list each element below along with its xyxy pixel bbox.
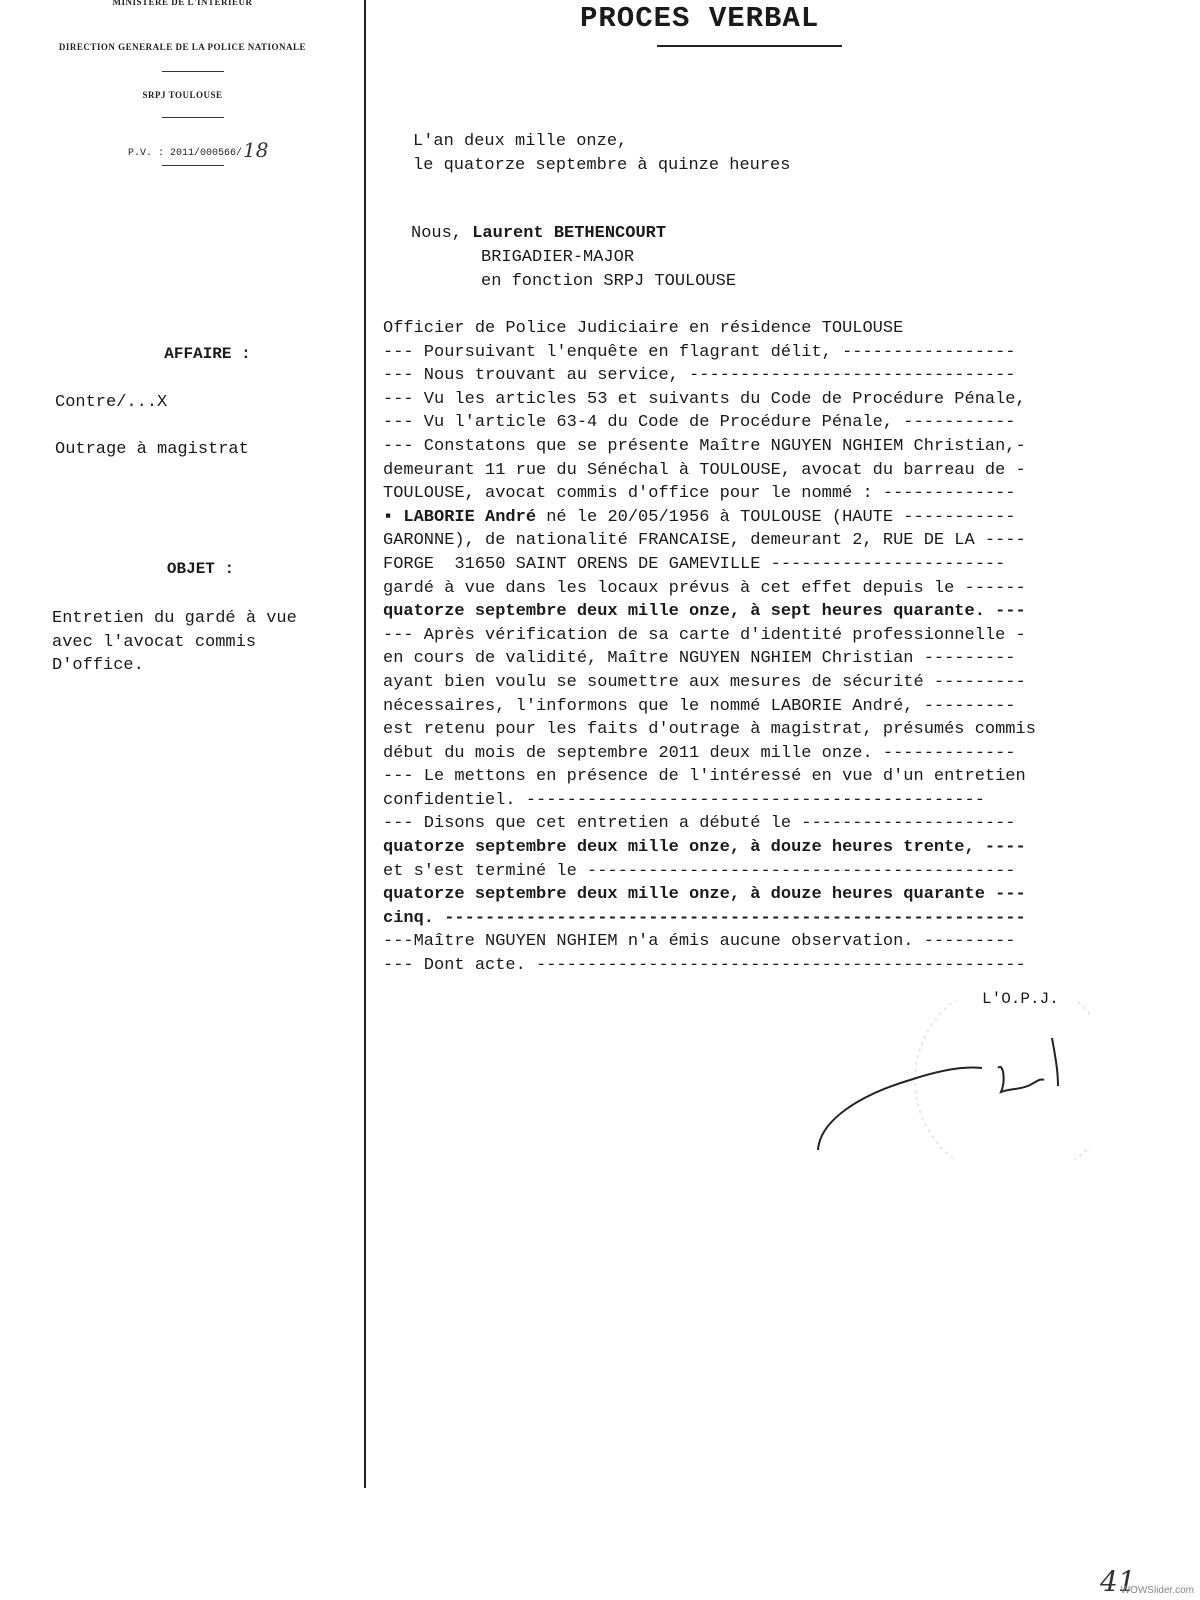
left-margin-column (0, 0, 365, 1600)
pv-handwritten-number: 18 (243, 138, 269, 162)
body-line (383, 860, 1143, 884)
body-line-text: --- Vu l'article 63-4 du Code de Procédure Pénale, ----------- (383, 413, 1016, 433)
objet-line: D'office. (52, 656, 144, 675)
affaire-label: AFFAIRE : (164, 345, 251, 363)
objet-line: avec l'avocat commis (52, 632, 257, 652)
body-line-text: --- Constatons que se présente Maître NGUYEN NGHIEM Christian,- (383, 436, 1026, 456)
body-line (383, 341, 1143, 365)
body-line-text: cinq. --------------------------------------------------------- (383, 908, 1026, 928)
body-line (383, 883, 1143, 907)
body-line (383, 600, 1143, 624)
date-block (413, 130, 790, 178)
body-line (383, 577, 1143, 601)
body-line (383, 506, 1143, 530)
date-line: le quatorze septembre à quinze heures (413, 156, 791, 175)
body-line (383, 718, 1143, 742)
body-line (383, 695, 1143, 719)
body-line-text: demeurant 11 rue du Sénéchal à TOULOUSE, avocat du barreau de - (383, 460, 1026, 480)
body-line (383, 812, 1143, 836)
officer-function: en fonction SRPJ TOULOUSE (481, 272, 737, 291)
body-line (383, 742, 1143, 766)
body-line-text: --- Dont acte. ------------------------------------------------ (383, 956, 1026, 976)
body-line-text: quatorze septembre deux mille onze, à douze heures quarante --- (383, 885, 1026, 905)
body-line (383, 482, 1143, 506)
body-line (383, 671, 1143, 695)
pv-number-label: P.V. : 2011/000566/ (128, 148, 243, 159)
body-line-text: né le 20/05/1956 à TOULOUSE (HAUTE ----------- (536, 507, 1016, 527)
officer-signature (800, 1000, 1090, 1160)
header-rule-1 (162, 71, 224, 72)
body-line (383, 647, 1143, 671)
body-line-text: est retenu pour les faits d'outrage à magistrat, présumés commis (383, 720, 1036, 740)
document-title: PROCES VERBAL (580, 2, 820, 35)
body-line (383, 553, 1143, 577)
body-line (383, 317, 1143, 341)
affaire-motif: Outrage à magistrat (55, 440, 249, 459)
date-line: L'an deux mille onze, (413, 132, 628, 151)
column-divider (364, 0, 366, 1488)
ministry-header: MINISTERE DE L'INTERIEUR (112, 0, 253, 7)
title-underline (657, 45, 842, 47)
objet-label: OBJET : (166, 560, 235, 578)
body-line-text: en cours de validité, Maître NGUYEN NGHIEM Christian --------- (383, 649, 1016, 669)
body-line-text: --- Après vérification de sa carte d'identité professionnelle - (383, 625, 1026, 645)
body-line-text: gardé à vue dans les locaux prévus à cet effet depuis le ------ (383, 578, 1026, 598)
affaire-contre: Contre/...X (55, 393, 168, 412)
body-line (383, 765, 1143, 789)
body-line (383, 954, 1143, 978)
body-line (383, 388, 1143, 412)
body-line-text: confidentiel. --------------------------------------------- (383, 790, 985, 810)
header-rule-2 (162, 117, 224, 118)
body-line (383, 435, 1143, 459)
body-line (383, 459, 1143, 483)
signature-label: L'O.P.J. (982, 990, 1059, 1008)
pv-number (128, 136, 268, 160)
officer-rank: BRIGADIER-MAJOR (481, 248, 635, 267)
page-number: 41 (1100, 1565, 1136, 1598)
officer-line (411, 222, 736, 246)
body-line-text: --- Disons que cet entretien a débuté le --------------------- (383, 814, 1016, 834)
body-line (383, 624, 1143, 648)
body-line (383, 907, 1143, 931)
body-line-text: FORGE 31650 SAINT ORENS DE GAMEVILLE ----------------------- (383, 554, 1006, 574)
body-line-text: ▪ LABORIE André (383, 507, 537, 527)
objet-text (52, 607, 297, 678)
header-rule-3 (162, 165, 224, 166)
body-line-text: quatorze septembre deux mille onze, à douze heures trente, ---- (383, 838, 1026, 858)
officer-name: Laurent BETHENCOURT (472, 224, 667, 243)
objet-line: Entretien du gardé à vue (52, 609, 297, 628)
body-line (383, 364, 1143, 388)
body-line-text: TOULOUSE, avocat commis d'office pour le nommé : ------------- (383, 484, 1016, 504)
nous-label: Nous, (411, 224, 463, 243)
body-line-text: --- Le mettons en présence de l'intéressé en vue d'un entretien (383, 767, 1026, 787)
body-line-text: et s'est terminé le ------------------------------------------ (383, 861, 1016, 881)
body-line-text: nécessaires, l'informons que le nommé LABORIE André, --------- (383, 696, 1016, 716)
body-line-text: ---Maître NGUYEN NGHIEM n'a émis aucune observation. --------- (383, 932, 1016, 952)
officer-block (411, 222, 736, 294)
direction-header: DIRECTION GENERALE DE LA POLICE NATIONALE (58, 42, 307, 52)
body-line-text: GARONNE), de nationalité FRANCAISE, demeurant 2, RUE DE LA ---- (383, 531, 1026, 551)
watermark: WOWSlider.com (1120, 1585, 1194, 1596)
body-line (383, 789, 1143, 813)
body-line (383, 529, 1143, 553)
body-line-text: --- Vu les articles 53 et suivants du Code de Procédure Pénale, (383, 389, 1026, 409)
service-header: SRPJ TOULOUSE (142, 90, 223, 100)
body-line (383, 836, 1143, 860)
body-line-text: --- Poursuivant l'enquête en flagrant délit, ----------------- (383, 342, 1016, 362)
body-line-text: début du mois de septembre 2011 deux mille onze. ------------- (383, 743, 1016, 763)
document-body (383, 317, 1143, 978)
body-line-text: quatorze septembre deux mille onze, à sept heures quarante. --- (383, 602, 1026, 622)
body-line-text: --- Nous trouvant au service, -------------------------------- (383, 366, 1016, 386)
body-line-text: ayant bien voulu se soumettre aux mesures de sécurité --------- (383, 672, 1026, 692)
body-line (383, 930, 1143, 954)
body-line (383, 411, 1143, 435)
body-line-text: Officier de Police Judiciaire en résidence TOULOUSE (383, 319, 904, 338)
